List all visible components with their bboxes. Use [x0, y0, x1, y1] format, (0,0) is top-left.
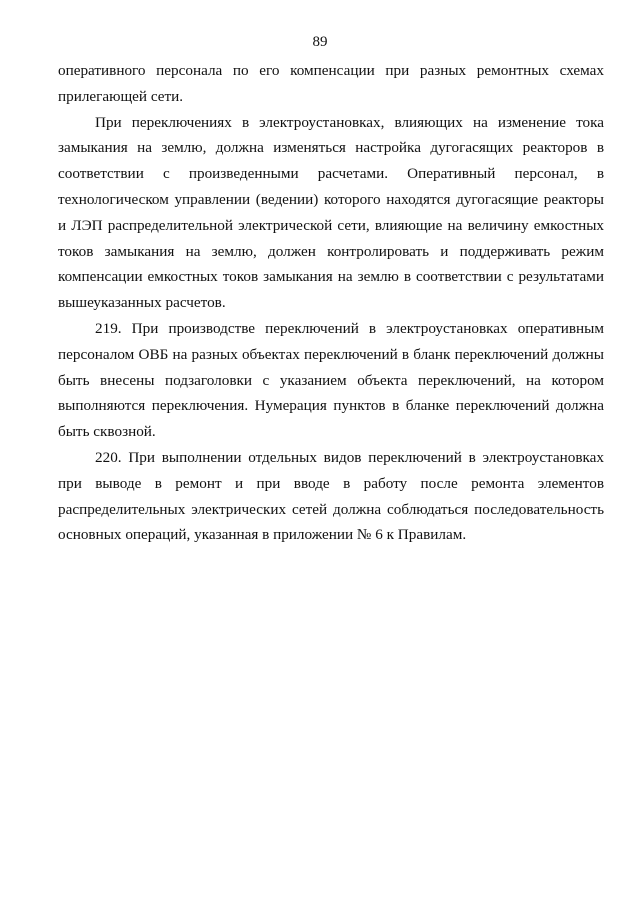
body-text: [58, 58, 604, 548]
paragraph-reactor-tuning: При переключениях в электроустановках, влияющих на изменение тока замыкания на землю, должна изменяться настройка дугогасящих реакторов в соответствии с произведенными расчетами. Оперативный персонал, в технологическом управлении (ведении) которого находятся дугогасящие реакторы и ЛЭП распределительной электрической сети, влияющие на величину емкостных токов замыкания на землю, должен контролировать и поддерживать режим компенсации емкостных токов замыкания на землю в соответствии с результатами вышеуказанных расчетов.: [58, 113, 604, 312]
paragraph-220: 220. При выполнении отдельных видов переключений в электроустановках при выводе в ремонт и при вводе в работу после ремонта элементов распределительных электрических сетей должна соблюдаться последовательность основных операций, указанная в приложении № 6 к Правилам.: [58, 448, 604, 544]
paragraph-219: 219. При производстве переключений в электроустановках оперативным персоналом ОВБ на разных объектах переключений в бланк переключений должны быть внесены подзаголовки с указанием объекта переключений, на котором выполняются переключения. Нумерация пунктов в бланке переключений должна быть сквозной.: [58, 319, 604, 441]
paragraph-continuation: оперативного персонала по его компенсации при разных ремонтных схемах прилегающей сети.: [58, 62, 604, 105]
page-number: 89: [312, 34, 328, 50]
